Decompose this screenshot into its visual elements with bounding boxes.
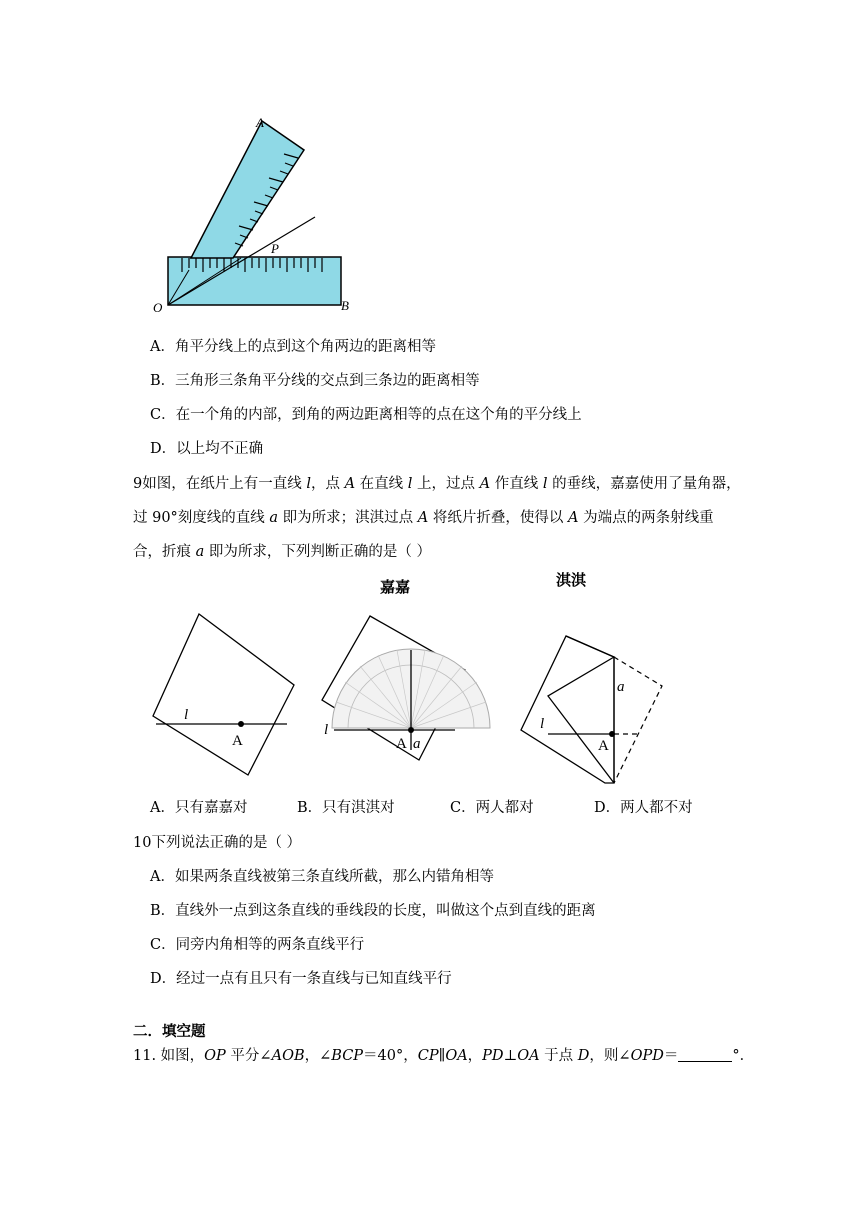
q10-option-b: B．直线外一点到这条直线的垂线段的长度，叫做这个点到直线的距离 [150, 903, 596, 919]
fig2-label-l: l [324, 722, 329, 738]
q8-option-d: D．以上均不正确 [150, 441, 264, 457]
q10-stem: 10下列说法正确的是（ ） [133, 835, 302, 851]
fig3-label-A: A [598, 738, 609, 754]
fig1-label-l: l [184, 707, 189, 723]
answer-blank[interactable] [678, 1047, 732, 1062]
label-A: A [256, 115, 264, 130]
caption-qiqi: 淇淇 [556, 571, 587, 589]
q8-option-b: B．三角形三条角平分线的交点到三条边的距离相等 [150, 373, 480, 389]
q9-option-d: D．两人都不对 [594, 800, 693, 816]
q8-option-c: C．在一个角的内部，到角的两边距离相等的点在这个角的平分线上 [150, 407, 582, 423]
fig3-label-a: a [617, 679, 625, 695]
section-title: 二．填空题 [133, 1024, 206, 1040]
q9-stem-line2: 过 90°刻度线的直线 a 即为所求；淇淇过点 A 将纸片折叠，使得以 A 为端点的两条射线重 [133, 510, 714, 526]
q9-figures [140, 600, 680, 790]
q9-option-c: C．两人都对 [450, 800, 534, 816]
q10-option-a: A．如果两条直线被第三条直线所截，那么内错角相等 [150, 869, 494, 885]
fig2-label-a: a [413, 736, 421, 752]
label-P: P [271, 241, 279, 256]
label-B: B [341, 298, 349, 313]
q9-option-a: A．只有嘉嘉对 [150, 800, 248, 816]
fig3-label-l: l [540, 716, 545, 732]
fig1-label-A: A [232, 733, 243, 749]
q11-stem: 11. 如图，OP 平分∠AOB，∠BCP＝40°，CP∥OA，PD⊥OA 于点 D，则∠OPD＝ °． [133, 1048, 755, 1064]
label-O: O [153, 300, 163, 315]
q10-option-d: D．经过一点有且只有一条直线与已知直线平行 [150, 971, 452, 987]
q8-option-a: A．角平分线上的点到这个角两边的距离相等 [150, 339, 436, 355]
fig2-label-A: A [396, 736, 407, 752]
q9-stem-line3: 合，折痕 a 即为所求，下列判断正确的是（ ） [133, 544, 431, 560]
q9-stem-line1: 9如图，在纸片上有一直线 l，点 A 在直线 l 上，过点 A 作直线 l 的垂线，嘉嘉使用了量角器， [133, 476, 741, 492]
q10-option-c: C．同旁内角相等的两条直线平行 [150, 937, 365, 953]
q9-option-b: B．只有淇淇对 [297, 800, 395, 816]
caption-jiajia: 嘉嘉 [380, 578, 411, 596]
ruler-angle-figure [140, 108, 370, 318]
